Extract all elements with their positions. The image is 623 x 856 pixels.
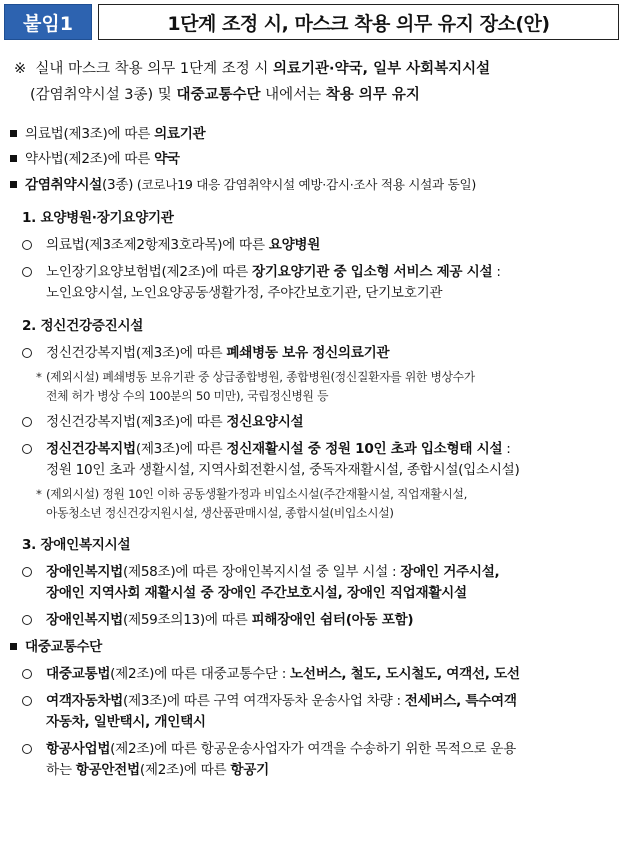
list-item: 정신건강복지법(제3조)에 따른 정신요양시설 [10, 412, 616, 433]
bullet-medical: 의료법(제3조)에 따른 의료기관 [10, 124, 616, 145]
square-bullet-icon [10, 130, 17, 137]
bullet-vulnerable: 감염취약시설(3종) (코로나19 대응 감염취약시설 예방·감시·조사 적용 시설과 동일) [10, 174, 616, 196]
list-item: 의료법(제3조제2항제3호라목)에 따른 요양병원 [10, 235, 616, 256]
page-title: 1단계 조정 시, 마스크 착용 의무 유지 장소(안) [98, 4, 619, 40]
note-line-2: (감염취약시설 3종) 및 대중교통수단 내에서는 착용 의무 유지 [30, 87, 420, 103]
list-item-continuation: 정원 10인 초과 생활시설, 지역사회전환시설, 중독자재활시설, 종합시설(입소시설) [46, 462, 520, 478]
note-line-1: ※ 실내 마스크 착용 의무 1단계 조정 시 의료기관·약국, 일부 사회복지시설 [14, 61, 491, 77]
header [4, 4, 619, 40]
circle-bullet-icon [22, 669, 32, 679]
list-item-continuation: 하는 항공안전법(제2조)에 따른 항공기 [46, 762, 269, 778]
section-3: 3. 장애인복지시설 [22, 537, 131, 553]
list-item: 대중교통법(제2조)에 따른 대중교통수단 : 노선버스, 철도, 도시철도, 여객선, 도선 [10, 664, 616, 685]
asterisk-icon: * [36, 487, 42, 501]
circle-bullet-icon [22, 615, 32, 625]
reference-mark-icon: ※ [14, 61, 27, 77]
exclusion-note-continuation: 전체 허가 병상 수의 100분의 50 미만), 국립정신병원 등 [46, 389, 329, 403]
list-item: 항공사업법(제2조)에 따른 항공운송사업자가 여객을 수송하기 위한 목적으로 운용 [10, 739, 616, 760]
circle-bullet-icon [22, 240, 32, 250]
list-item-continuation: 자동차, 일반택시, 개인택시 [46, 714, 206, 730]
list-item: 정신건강복지법(제3조)에 따른 폐쇄병동 보유 정신의료기관 [10, 343, 616, 364]
list-item: 장애인복지법(제58조)에 따른 장애인복지시설 중 일부 시설 : 장애인 거주시설, [10, 562, 616, 583]
exclusion-note: * (제외시설) 정원 10인 이하 공동생활가정과 비입소시설(주간재활시설, 직업재활시설, [10, 485, 616, 504]
section-2: 2. 정신건강증진시설 [22, 318, 144, 334]
attachment-badge: 붙임1 [4, 4, 92, 40]
list-item: 여객자동차법(제3조)에 따른 구역 여객자동차 운송사업 차량 : 전세버스, 특수여객 [10, 691, 616, 712]
list-item-continuation: 노인요양시설, 노인요양공동생활가정, 주야간보호기관, 단기보호기관 [46, 285, 443, 301]
exclusion-note: * (제외시설) 폐쇄병동 보유기관 중 상급종합병원, 종합병원(정신질환자를 위한 병상수가 [10, 368, 616, 387]
circle-bullet-icon [22, 267, 32, 277]
bullet-pharmacy: 약사법(제2조)에 따른 약국 [10, 149, 616, 170]
asterisk-icon: * [36, 370, 42, 384]
circle-bullet-icon [22, 348, 32, 358]
list-item: 노인장기요양보험법(제2조)에 따른 장기요양기관 중 입소형 서비스 제공 시설 : [10, 262, 616, 283]
bullet-transport: 대중교통수단 [10, 637, 616, 658]
circle-bullet-icon [22, 567, 32, 577]
content [10, 124, 616, 781]
square-bullet-icon [10, 181, 17, 188]
list-item-continuation: 장애인 지역사회 재활시설 중 장애인 주간보호시설, 장애인 직업재활시설 [46, 585, 467, 601]
list-item: 장애인복지법(제59조의13)에 따른 피해장애인 쉼터(아동 포함) [10, 610, 616, 631]
list-item: 정신건강복지법(제3조)에 따른 정신재활시설 중 정원 10인 초과 입소형태 시설 : [10, 439, 616, 460]
note-box [14, 56, 614, 108]
circle-bullet-icon [22, 444, 32, 454]
exclusion-note-continuation: 아동청소년 정신건강지원시설, 생산품판매시설, 종합시설(비입소시설) [46, 506, 394, 520]
section-1: 1. 요양병원·장기요양기관 [22, 210, 174, 226]
square-bullet-icon [10, 643, 17, 650]
circle-bullet-icon [22, 744, 32, 754]
circle-bullet-icon [22, 417, 32, 427]
square-bullet-icon [10, 155, 17, 162]
circle-bullet-icon [22, 696, 32, 706]
